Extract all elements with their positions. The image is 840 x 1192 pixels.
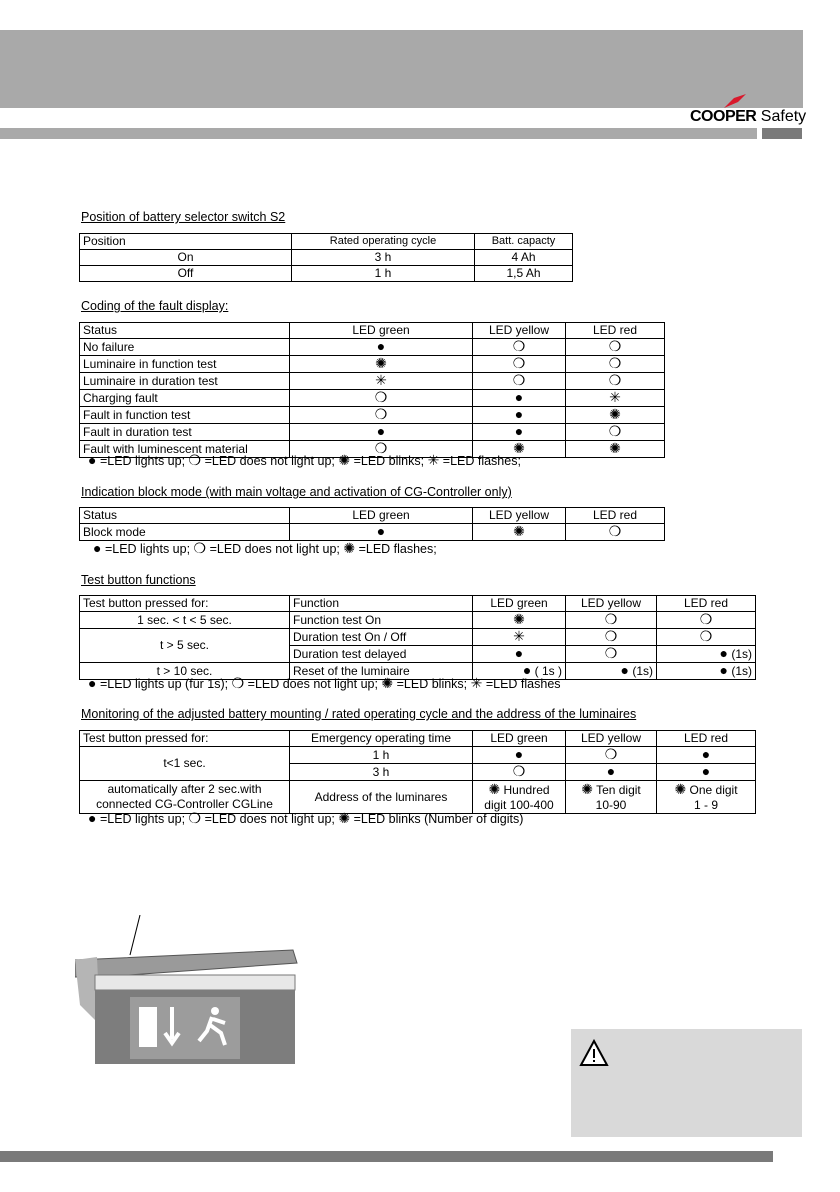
table-row	[80, 612, 756, 629]
legend-text: =LED lights up;	[96, 454, 189, 468]
test-header: Function	[290, 596, 473, 612]
table-row	[80, 407, 665, 424]
table-row	[80, 596, 756, 612]
test-header: LED green	[473, 596, 566, 612]
s2-header-position: Position	[80, 234, 292, 250]
digit-label: One digit	[686, 782, 738, 797]
test-duration: t > 5 sec.	[80, 629, 290, 663]
led-flash-icon: ✳	[513, 628, 525, 644]
warning-icon	[579, 1039, 609, 1067]
fault-status: No failure	[80, 339, 290, 356]
legend-text: =LED blinks (Number of digits)	[350, 812, 524, 826]
led-on-icon: ●	[376, 338, 386, 354]
test-function: Reset of the luminaire	[290, 663, 473, 680]
led-on-icon: ●	[376, 523, 386, 539]
table-row	[80, 323, 665, 339]
block-status: Block mode	[80, 524, 290, 541]
led-off-icon: ❍	[608, 338, 622, 354]
mon-address: Address of the luminares	[290, 781, 473, 814]
digit-range: 10-90	[595, 797, 627, 812]
led-flash-icon: ✳	[375, 372, 387, 388]
duration-note: ( 1s )	[534, 664, 562, 678]
led-blink-icon: ✺	[513, 611, 525, 627]
table-row	[80, 747, 756, 764]
mon-auto-line2: connected CG-Controller CGLine	[96, 797, 273, 811]
block-table	[79, 507, 665, 541]
table-row	[80, 266, 573, 282]
table-row	[80, 629, 756, 646]
test-legend	[88, 676, 561, 691]
s2-title: Position of battery selector switch S2	[81, 210, 286, 224]
table-row	[80, 373, 665, 390]
fault-status: Luminaire in function test	[80, 356, 290, 373]
led-blink-icon: ✺	[581, 780, 593, 797]
table-row	[80, 234, 573, 250]
led-on-icon: ●	[514, 746, 524, 762]
led-blink-icon: ✺	[375, 355, 387, 371]
led-blink-icon: ✺	[674, 780, 687, 797]
led-blink-icon: ✺	[513, 523, 525, 539]
legend-text: =LED flashes;	[439, 454, 521, 468]
mon-auto-cell	[80, 781, 290, 814]
led-on-icon: ●	[719, 645, 728, 661]
led-on-icon: ●	[88, 675, 97, 691]
led-blink-icon: ✺	[338, 810, 351, 826]
fault-header: LED red	[566, 323, 665, 339]
table-row	[80, 424, 665, 441]
led-blink-icon: ✺	[338, 452, 351, 468]
legend-text: =LED does not light up;	[201, 454, 339, 468]
led-off-icon: ❍	[699, 628, 713, 644]
led-off-icon: ❍	[512, 355, 526, 371]
legend-text: =LED blinks;	[350, 454, 428, 468]
fault-legend	[88, 453, 521, 468]
header-rule	[0, 128, 757, 139]
legend-text: =LED does not light up;	[201, 812, 339, 826]
led-off-icon: ❍	[193, 540, 207, 556]
test-table	[79, 595, 756, 680]
fault-status: Fault in duration test	[80, 424, 290, 441]
led-off-icon: ❍	[604, 645, 618, 661]
test-header: Test button pressed for:	[80, 596, 290, 612]
led-on-icon: ●	[701, 746, 711, 762]
led-off-icon: ❍	[699, 611, 713, 627]
brand-suffix: Safety	[760, 108, 807, 125]
led-off-icon: ❍	[512, 372, 526, 388]
led-off-icon: ❍	[608, 372, 622, 388]
led-blink-icon: ✺	[381, 675, 394, 691]
led-blink-icon: ✺	[609, 440, 621, 456]
table-row	[80, 339, 665, 356]
s2-header-capacity: Batt. capacty	[475, 234, 573, 250]
mon-green-digit	[473, 781, 566, 814]
led-blink-icon: ✺	[609, 406, 621, 422]
s2-cell: On	[80, 250, 292, 266]
led-off-icon: ❍	[608, 355, 622, 371]
fault-status: Fault in function test	[80, 407, 290, 424]
mon-yellow-digit	[566, 781, 657, 814]
table-row	[80, 250, 573, 266]
table-row	[80, 731, 756, 747]
led-off-icon: ❍	[231, 675, 245, 691]
s2-cell: 3 h	[292, 250, 475, 266]
led-off-icon: ❍	[188, 452, 202, 468]
led-on-icon: ●	[88, 452, 97, 468]
duration-note: (1s)	[731, 664, 752, 678]
fault-header: LED green	[290, 323, 473, 339]
led-off-icon: ❍	[604, 628, 618, 644]
led-flash-icon: ✳	[470, 675, 483, 691]
mon-header: LED red	[657, 731, 756, 747]
cooper-logo	[690, 108, 806, 130]
led-off-icon: ❍	[512, 763, 526, 779]
luminaire-illustration	[75, 915, 300, 1065]
mon-auto-line1: automatically after 2 sec.with	[107, 782, 262, 796]
led-on-icon: ●	[606, 763, 616, 779]
block-header: LED green	[290, 508, 473, 524]
mon-title: Monitoring of the adjusted battery mounting / rated operating cycle and the address of the luminaires	[81, 707, 637, 721]
digit-label: Ten digit	[592, 782, 641, 797]
led-on-icon: ●	[88, 810, 97, 826]
test-header: LED yellow	[566, 596, 657, 612]
led-off-icon: ❍	[512, 338, 526, 354]
mon-header: Test button pressed for:	[80, 731, 290, 747]
led-off-icon: ❍	[608, 423, 622, 439]
led-on-icon: ●	[514, 423, 524, 439]
test-duration: t > 10 sec.	[80, 663, 290, 680]
mon-red-digit	[657, 781, 756, 814]
digit-label: Hundred	[500, 782, 550, 797]
s2-cell: 1,5 Ah	[475, 266, 573, 282]
duration-note: (1s)	[632, 664, 653, 678]
led-off-icon: ❍	[604, 611, 618, 627]
s2-cell: 4 Ah	[475, 250, 573, 266]
mon-header: Emergency operating time	[290, 731, 473, 747]
fault-table	[79, 322, 665, 458]
legend-text: =LED blinks;	[393, 677, 471, 691]
header-tab	[762, 128, 802, 139]
test-header: LED red	[657, 596, 756, 612]
footer-rule	[0, 1151, 773, 1162]
fault-header: Status	[80, 323, 290, 339]
s2-table	[79, 233, 573, 282]
header-band	[0, 30, 803, 108]
warning-box	[571, 1029, 802, 1137]
block-header: LED red	[566, 508, 665, 524]
legend-text: =LED does not light up;	[244, 677, 382, 691]
test-function: Function test On	[290, 612, 473, 629]
led-off-icon: ❍	[374, 440, 388, 456]
s2-cell: Off	[80, 266, 292, 282]
table-row	[80, 524, 665, 541]
led-blink-icon: ✺	[488, 780, 501, 797]
mon-header: LED green	[473, 731, 566, 747]
fault-header: LED yellow	[473, 323, 566, 339]
led-off-icon: ❍	[374, 389, 388, 405]
led-off-icon: ❍	[604, 746, 618, 762]
mon-duration: t<1 sec.	[80, 747, 290, 781]
led-flash-icon: ✳	[427, 452, 440, 468]
fault-title: Coding of the fault display:	[81, 299, 229, 313]
table-row	[80, 508, 665, 524]
block-header: LED yellow	[473, 508, 566, 524]
table-row	[80, 390, 665, 407]
legend-text: =LED lights up (für 1s);	[96, 677, 232, 691]
mon-time: 1 h	[290, 747, 473, 764]
test-title: Test button functions	[81, 573, 196, 587]
block-title: Indication block mode (with main voltage and activation of CG-Controller only)	[81, 485, 512, 499]
legend-text: =LED lights up;	[96, 812, 189, 826]
block-legend	[93, 541, 437, 556]
test-function: Duration test On / Off	[290, 629, 473, 646]
test-duration: 1 sec. < t < 5 sec.	[80, 612, 290, 629]
mon-time: 3 h	[290, 764, 473, 781]
block-header: Status	[80, 508, 290, 524]
s2-cell: 1 h	[292, 266, 475, 282]
digit-range: 1 - 9	[693, 797, 718, 812]
legend-text: =LED flashes;	[355, 542, 437, 556]
mon-table	[79, 730, 756, 814]
fault-status: Charging fault	[80, 390, 290, 407]
led-on-icon: ●	[701, 763, 711, 779]
mon-legend	[88, 811, 523, 826]
table-row	[80, 781, 756, 814]
fault-status: Luminaire in duration test	[80, 373, 290, 390]
table-row	[80, 356, 665, 373]
fault-status: Fault with luminescent material	[80, 441, 290, 458]
led-off-icon: ❍	[374, 406, 388, 422]
brand-name: COOPER	[690, 108, 757, 125]
led-on-icon: ●	[522, 662, 532, 678]
legend-text: =LED lights up;	[101, 542, 194, 556]
led-blink-icon: ✺	[343, 540, 356, 556]
s2-header-cycle: Rated operating cycle	[292, 234, 475, 250]
legend-text: =LED flashes	[482, 677, 561, 691]
mon-header: LED yellow	[566, 731, 657, 747]
led-on-icon: ●	[620, 662, 629, 678]
led-on-icon: ●	[514, 645, 524, 661]
led-flash-icon: ✳	[609, 389, 621, 405]
led-off-icon: ❍	[188, 810, 202, 826]
legend-text: =LED does not light up;	[206, 542, 344, 556]
led-on-icon: ●	[93, 540, 102, 556]
led-on-icon: ●	[719, 662, 728, 678]
duration-note: (1s)	[731, 647, 752, 661]
led-on-icon: ●	[514, 406, 524, 422]
led-blink-icon: ✺	[513, 440, 525, 456]
test-function: Duration test delayed	[290, 646, 473, 663]
led-off-icon: ❍	[608, 523, 622, 539]
led-on-icon: ●	[376, 423, 386, 439]
digit-range: digit 100-400	[484, 797, 554, 812]
led-on-icon: ●	[514, 389, 524, 405]
